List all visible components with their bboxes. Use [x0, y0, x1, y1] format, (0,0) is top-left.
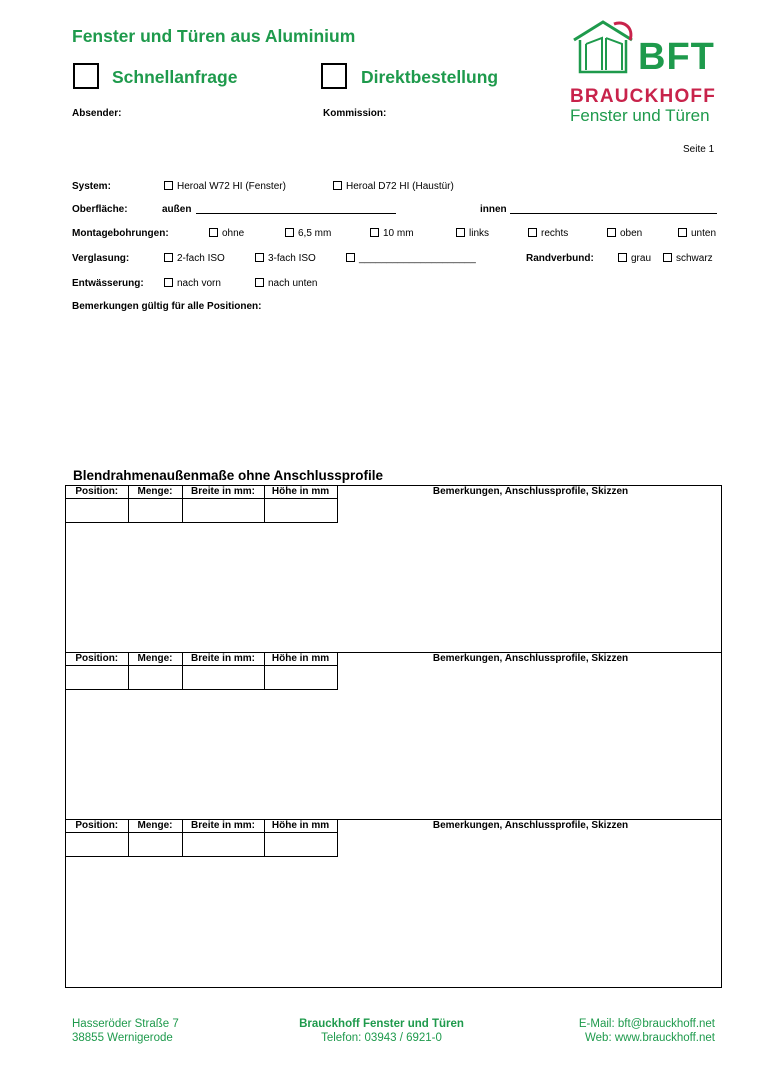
direct-order-checkbox[interactable]	[321, 63, 347, 89]
width-input[interactable]	[182, 498, 264, 522]
surface-inside-label: innen	[480, 204, 507, 215]
height-input[interactable]	[264, 498, 337, 522]
position-block-1	[65, 485, 722, 653]
option-label: Heroal W72 HI (Fenster)	[177, 181, 286, 192]
footer-phone: Telefon: 03943 / 6921-0	[321, 1032, 442, 1044]
glazing-label: Verglasung:	[72, 253, 130, 264]
checkbox[interactable]	[663, 253, 672, 262]
col-width: Breite in mm:	[182, 486, 264, 498]
general-remarks-label: Bemerkungen gültig für alle Positionen:	[72, 301, 262, 312]
mounting-option-top[interactable]	[607, 228, 642, 239]
col-position: Position:	[66, 486, 128, 498]
house-door-icon	[568, 18, 638, 76]
option-label: 2-fach ISO	[177, 253, 225, 264]
col-height: Höhe in mm	[264, 820, 337, 832]
logo-mark: BFT	[638, 36, 715, 78]
option-label: _____________________	[359, 253, 476, 264]
checkbox[interactable]	[618, 253, 627, 262]
checkbox[interactable]	[164, 253, 173, 262]
checkbox[interactable]	[346, 253, 355, 262]
position-input[interactable]	[66, 665, 128, 689]
mounting-option-none[interactable]	[209, 228, 244, 239]
drainage-option-down[interactable]	[255, 278, 318, 289]
col-position: Position:	[66, 820, 128, 832]
company-logo	[568, 18, 718, 128]
col-width: Breite in mm:	[182, 820, 264, 832]
surface-outside-label: außen	[162, 204, 192, 215]
footer-web[interactable]: Web: www.brauckhoff.net	[585, 1032, 715, 1044]
surface-inside-field[interactable]	[510, 213, 717, 214]
glazing-option-2fach[interactable]	[164, 253, 225, 264]
footer-company: Brauckhoff Fenster und Türen	[299, 1018, 464, 1030]
drainage-label: Entwässerung:	[72, 278, 144, 289]
footer-city: 38855 Wernigerode	[72, 1032, 173, 1044]
position-input[interactable]	[66, 832, 128, 856]
remarks-header: Bemerkungen, Anschlussprofile, Skizzen	[432, 653, 629, 664]
position-block-3	[65, 819, 722, 988]
position-table	[66, 820, 338, 857]
checkbox[interactable]	[528, 228, 537, 237]
col-quantity: Menge:	[128, 486, 182, 498]
checkbox[interactable]	[255, 253, 264, 262]
system-option-d72[interactable]	[333, 181, 454, 192]
quick-request-checkbox[interactable]	[73, 63, 99, 89]
checkbox[interactable]	[255, 278, 264, 287]
option-label: oben	[620, 228, 643, 239]
option-label: nach vorn	[177, 278, 221, 289]
system-option-w72[interactable]	[164, 181, 286, 192]
system-label: System:	[72, 181, 111, 192]
col-quantity: Menge:	[128, 653, 182, 665]
logo-company: BRAUCKHOFF	[570, 86, 717, 107]
page-number: Seite 1	[683, 144, 715, 155]
width-input[interactable]	[182, 832, 264, 856]
position-table	[66, 486, 338, 523]
page-title: Fenster und Türen aus Aluminium	[72, 26, 356, 46]
drainage-option-front[interactable]	[164, 278, 221, 289]
surface-outside-field[interactable]	[196, 213, 396, 214]
option-label: nach unten	[268, 278, 318, 289]
mounting-option-right[interactable]	[528, 228, 568, 239]
footer-email[interactable]: E-Mail: bft@brauckhoff.net	[578, 1018, 715, 1030]
option-label: rechts	[541, 228, 569, 239]
mounting-label: Montagebohrungen:	[72, 228, 169, 239]
remarks-header: Bemerkungen, Anschlussprofile, Skizzen	[432, 820, 629, 831]
col-quantity: Menge:	[128, 820, 182, 832]
option-label: Heroal D72 HI (Haustür)	[346, 181, 454, 192]
checkbox[interactable]	[370, 228, 379, 237]
glazing-option-3fach[interactable]	[255, 253, 316, 264]
col-position: Position:	[66, 653, 128, 665]
position-table	[66, 653, 338, 690]
checkbox[interactable]	[678, 228, 687, 237]
surface-label: Oberfläche:	[72, 204, 128, 215]
quantity-input[interactable]	[128, 665, 182, 689]
col-height: Höhe in mm	[264, 486, 337, 498]
direct-order-label: Direktbestellung	[361, 67, 499, 87]
glazing-option-other[interactable]	[346, 253, 476, 264]
height-input[interactable]	[264, 665, 337, 689]
height-input[interactable]	[264, 832, 337, 856]
footer-street: Hasseröder Straße 7	[72, 1018, 179, 1030]
option-label: unten	[691, 228, 717, 239]
logo-tagline: Fenster und Türen	[570, 106, 710, 125]
width-input[interactable]	[182, 665, 264, 689]
quantity-input[interactable]	[128, 832, 182, 856]
commission-label: Kommission:	[323, 108, 387, 119]
option-label: schwarz	[676, 253, 713, 264]
col-height: Höhe in mm	[264, 653, 337, 665]
checkbox[interactable]	[285, 228, 294, 237]
mounting-option-10[interactable]	[370, 228, 414, 239]
mounting-option-bottom[interactable]	[678, 228, 716, 239]
option-label: 6,5 mm	[298, 228, 332, 239]
option-label: 3-fach ISO	[268, 253, 316, 264]
quick-request-label: Schnellanfrage	[112, 67, 238, 87]
option-label: ohne	[222, 228, 245, 239]
mounting-option-left[interactable]	[456, 228, 489, 239]
sender-label: Absender:	[72, 108, 122, 119]
checkbox[interactable]	[607, 228, 616, 237]
checkbox[interactable]	[333, 181, 342, 190]
edge-label: Randverbund:	[526, 253, 594, 264]
checkbox[interactable]	[164, 181, 173, 190]
option-label: grau	[631, 253, 652, 264]
checkbox[interactable]	[209, 228, 218, 237]
position-block-2	[65, 652, 722, 820]
positions-section-title: Blendrahmenaußenmaße ohne Anschlussprofile	[73, 468, 384, 483]
checkbox[interactable]	[456, 228, 465, 237]
edge-option-black[interactable]	[663, 253, 713, 264]
option-label: 10 mm	[383, 228, 414, 239]
quantity-input[interactable]	[128, 498, 182, 522]
remarks-header: Bemerkungen, Anschlussprofile, Skizzen	[432, 486, 629, 497]
mounting-option-6-5[interactable]	[285, 228, 331, 239]
col-width: Breite in mm:	[182, 653, 264, 665]
edge-option-grey[interactable]	[618, 253, 651, 264]
checkbox[interactable]	[164, 278, 173, 287]
option-label: links	[469, 228, 490, 239]
position-input[interactable]	[66, 498, 128, 522]
